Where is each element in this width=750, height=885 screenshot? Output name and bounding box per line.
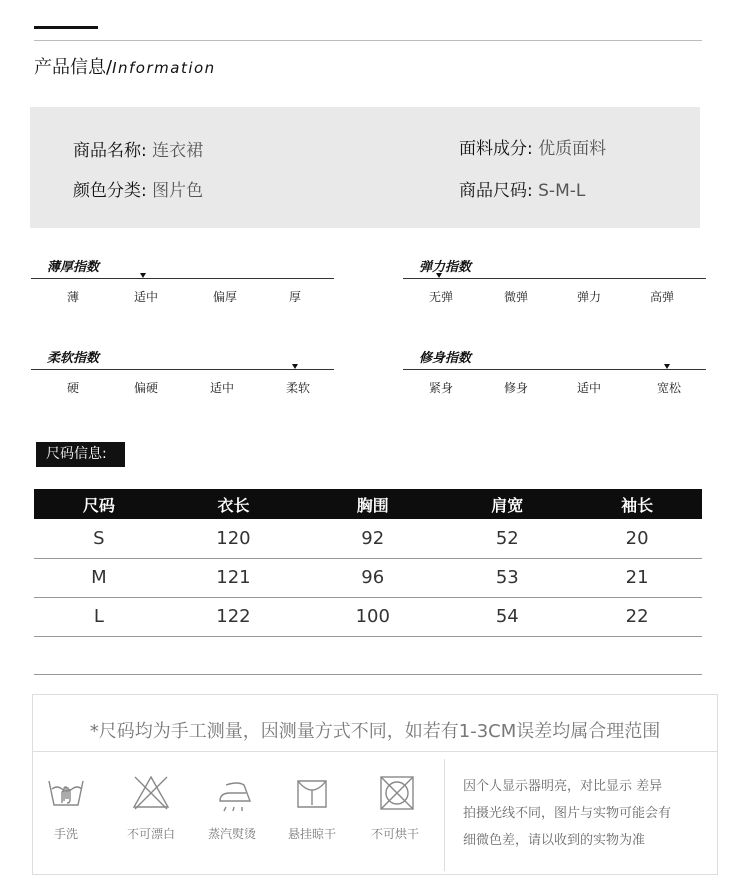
- table-cell: 96: [303, 558, 442, 597]
- index-label: 偏硬: [133, 381, 159, 395]
- section-title: 产品信息/Information: [34, 57, 216, 78]
- care-divider: [444, 759, 445, 871]
- info-name: 商品名称: 连衣裙: [73, 141, 204, 161]
- info-fabric: 面料成分: 优质面料: [459, 139, 607, 159]
- hand-wash-icon: [46, 773, 86, 813]
- table-row: [34, 519, 702, 558]
- table-cell: S: [34, 519, 164, 558]
- index-title: 薄厚指数: [47, 260, 100, 275]
- index-marker: [436, 273, 442, 278]
- table-cell: 54: [442, 597, 572, 636]
- index-label: 适中: [209, 381, 235, 395]
- note-divider: [33, 751, 717, 752]
- index-marker: [292, 364, 298, 369]
- table-cell: 100: [303, 597, 442, 636]
- index-marker: [140, 273, 146, 278]
- index-title: 弹力指数: [419, 260, 472, 275]
- table-cell: 21: [572, 558, 702, 597]
- disclaimer-line: 拍摄光线不同，图片与实物可能会有: [463, 806, 672, 821]
- section-divider: [34, 674, 702, 675]
- title-divider: [34, 40, 702, 41]
- index-marker: [664, 364, 670, 369]
- table-cell: 120: [164, 519, 303, 558]
- column-header: 尺码: [34, 489, 164, 519]
- product-info-box: [30, 107, 700, 228]
- column-header: 胸围: [303, 489, 442, 519]
- index-label: 弹力: [576, 290, 602, 304]
- disclaimer-line: 细微色差，请以收到的实物为准: [463, 833, 646, 848]
- index-label: 无弹: [428, 290, 454, 304]
- no-tumble-dry-icon: [377, 773, 417, 813]
- table-cell: L: [34, 597, 164, 636]
- care-label: 手洗: [53, 827, 79, 841]
- info-size: 商品尺码: S-M-L: [459, 181, 586, 201]
- index-label: 高弹: [649, 290, 675, 304]
- table-row: [34, 558, 702, 597]
- table-cell: 122: [164, 597, 303, 636]
- table-cell: 22: [572, 597, 702, 636]
- column-header: 袖长: [572, 489, 702, 519]
- index-title: 柔软指数: [47, 351, 100, 366]
- index-label: 厚: [288, 290, 302, 304]
- table-cell: 92: [303, 519, 442, 558]
- color-disclaimer: [463, 773, 713, 854]
- table-cell: 52: [442, 519, 572, 558]
- no-bleach-icon: [131, 773, 171, 813]
- index-scale-line: [403, 278, 706, 279]
- title-accent-bar: [34, 26, 98, 29]
- care-label: 悬挂晾干: [287, 827, 337, 841]
- index-label: 硬: [66, 381, 80, 395]
- hang-dry-icon: [292, 773, 332, 813]
- table-row: [34, 597, 702, 636]
- index-title: 修身指数: [419, 351, 472, 366]
- steam-iron-icon: [216, 773, 256, 813]
- disclaimer-line: 因个人显示器明亮，对比显示 差异: [463, 779, 663, 794]
- index-label: 薄: [66, 290, 80, 304]
- info-color: 颜色分类: 图片色: [73, 181, 204, 201]
- table-header-row: [34, 489, 702, 519]
- column-header: 肩宽: [442, 489, 572, 519]
- size-table: [34, 489, 702, 637]
- care-label: 不可烘干: [370, 827, 420, 841]
- table-cell: 121: [164, 558, 303, 597]
- index-label: 柔软: [285, 381, 311, 395]
- care-label: 不可漂白: [126, 827, 176, 841]
- index-scale-line: [31, 369, 334, 370]
- index-label: 偏厚: [212, 290, 238, 304]
- index-label: 紧身: [428, 381, 454, 395]
- column-header: 衣长: [164, 489, 303, 519]
- table-cell: 53: [442, 558, 572, 597]
- index-scale-line: [31, 278, 334, 279]
- index-label: 微弹: [503, 290, 529, 304]
- size-info-tag: 尺码信息:: [36, 442, 125, 467]
- care-note-box: [32, 694, 718, 875]
- index-label: 修身: [503, 381, 529, 395]
- table-cell: M: [34, 558, 164, 597]
- index-label: 适中: [576, 381, 602, 395]
- measurement-note: *尺码均为手工测量，因测量方式不同，如若有1-3CM误差均属合理范围: [89, 721, 661, 742]
- index-label: 适中: [133, 290, 159, 304]
- care-label: 蒸汽熨烫: [207, 827, 257, 841]
- table-cell: 20: [572, 519, 702, 558]
- index-scale-line: [403, 369, 706, 370]
- index-label: 宽松: [656, 381, 682, 395]
